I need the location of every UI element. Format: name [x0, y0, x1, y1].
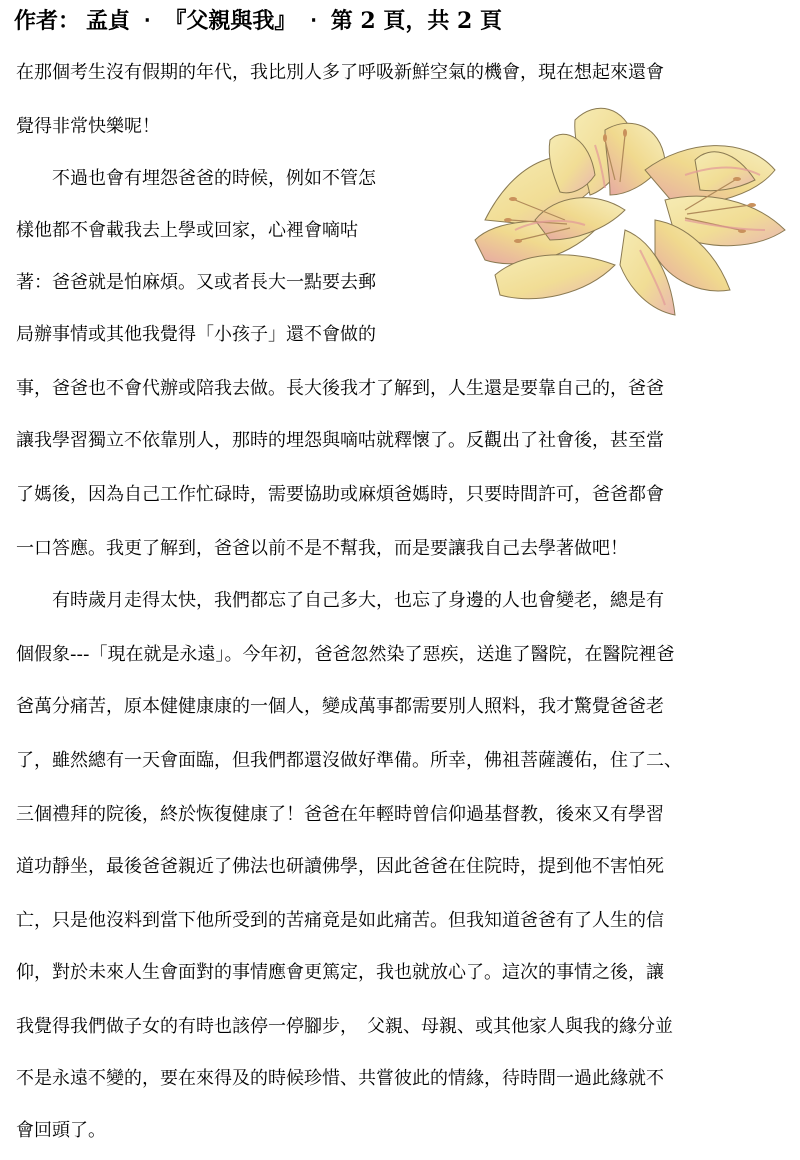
text-line: 在那個考生沒有假期的年代，我比別人多了呼吸新鮮空氣的機會，現在想起來還會: [16, 62, 664, 83]
author-label: 作者：: [14, 8, 81, 34]
lily-illustration: [455, 100, 795, 330]
text-line: 道功靜坐，最後爸爸親近了佛法也研讀佛學，因此爸爸在住院時，提到他不害怕死: [16, 856, 664, 877]
text-line: 樣他都不會載我去上學或回家，心裡會嘀咕: [16, 220, 358, 241]
page-indicator: 第 2 頁，共 2 頁: [330, 8, 502, 34]
text-line: 會回頭了。: [16, 1120, 106, 1141]
header-separator: ‧: [143, 8, 151, 34]
text-line: 我覺得我們做子女的有時也該停一停腳步， 父親、母親、或其他家人與我的緣分並: [16, 1016, 673, 1037]
text-line: 著：爸爸就是怕麻煩。又或者長大一點要去郵: [16, 272, 376, 293]
text-line: 亡，只是他沒料到當下他所受到的苦痛竟是如此痛苦。但我知道爸爸有了人生的信: [16, 910, 664, 931]
header-separator: ‧: [310, 8, 318, 34]
text-line: 覺得非常快樂呢！: [16, 116, 160, 137]
text-line: 爸萬分痛苦，原本健健康康的一個人，變成萬事都需要別人照料，我才驚覺爸爸老: [16, 696, 664, 717]
text-line: 個假象---「現在就是永遠」。今年初，爸爸忽然染了惡疾，送進了醫院，在醫院裡爸: [16, 644, 675, 665]
document-title: 『父親與我』: [164, 8, 297, 34]
text-line: 不是永遠不變的，要在來得及的時候珍惜、共嘗彼此的情緣，待時間一過此緣就不: [16, 1068, 664, 1089]
lily-drawing: [455, 100, 795, 330]
author-name: 孟貞: [86, 8, 131, 34]
text-line: 了媽後，因為自己工作忙碌時，需要協助或麻煩爸媽時，只要時間許可，爸爸都會: [16, 484, 664, 505]
text-line: 有時歲月走得太快，我們都忘了自己多大，也忘了身邊的人也會變老，總是有: [16, 590, 664, 611]
text-line: 仰，對於未來人生會面對的事情應會更篤定，我也就放心了。這次的事情之後，讓: [16, 962, 664, 983]
text-line: 不過也會有埋怨爸爸的時候，例如不管怎: [16, 168, 376, 189]
text-line: 事，爸爸也不會代辦或陪我去做。長大後我才了解到，人生還是要靠自己的，爸爸: [16, 378, 664, 399]
text-line: 三個禮拜的院後，終於恢復健康了！爸爸在年輕時曾信仰過基督教，後來又有學習: [16, 804, 664, 825]
text-line: 一口答應。我更了解到，爸爸以前不是不幫我，而是要讓我自己去學著做吧！: [16, 538, 628, 559]
text-line: 讓我學習獨立不依靠別人，那時的埋怨與嘀咕就釋懷了。反觀出了社會後，甚至當: [16, 430, 664, 451]
page-header: [14, 4, 794, 38]
text-line: 局辦事情或其他我覺得「小孩子」還不會做的: [16, 324, 376, 345]
text-line: 了，雖然總有一天會面臨，但我們都還沒做好準備。所幸，佛祖菩薩護佑，住了二、: [16, 750, 682, 771]
